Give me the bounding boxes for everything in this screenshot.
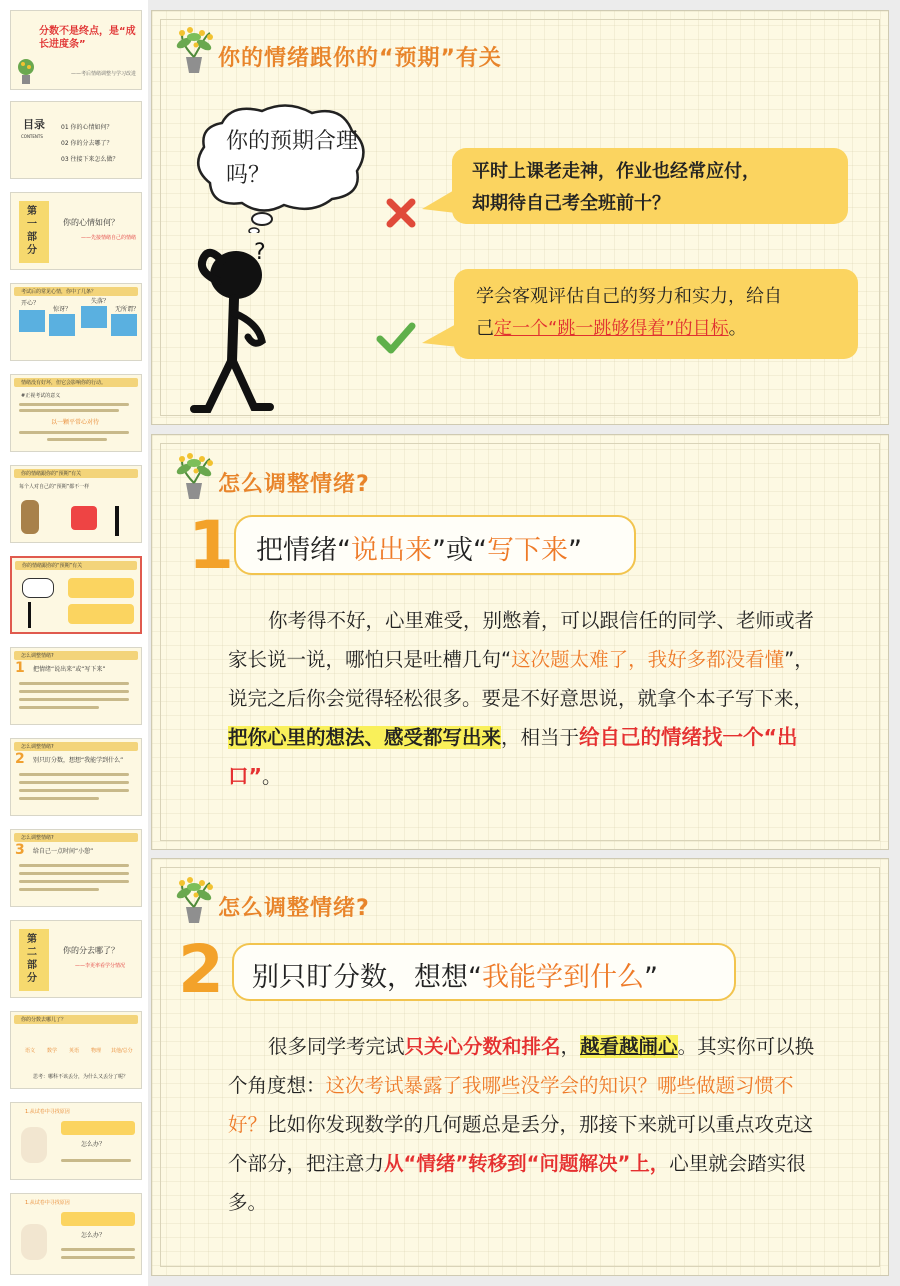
heading-text: ”或“ (432, 535, 487, 566)
body-emphasis: 从“情绪”转移到“问题解决”上， (384, 1152, 670, 1175)
slide-title: 怎么调整情绪? (218, 896, 370, 921)
thumb-contents-item: 03 往接下来怎么做？ (61, 156, 119, 163)
thumbnail-slide-14[interactable] (10, 1193, 142, 1275)
bubble-text: 。 (728, 318, 747, 339)
slide-thumbnail-panel (0, 0, 148, 1286)
heading-text: 别只盯分数，想想“ (252, 962, 482, 993)
thumb-head: 别只盯分数，想想“我能学到什么” (33, 757, 124, 764)
plant-icon (172, 25, 216, 75)
thumb-title: 考试后的常见心情，你中了几条？ (21, 289, 97, 295)
body-text: 你考得不好，心里难受，别憋着，可以跟信任的同学、老师或者家长说一说，哪怕只是吐槽几句“ (228, 609, 815, 671)
thumb-face-label: 开心？ (21, 300, 40, 307)
plant-icon (172, 875, 216, 925)
thumb-section-label: 第二部分 (27, 934, 37, 984)
heading-highlight: 写下来 (486, 535, 568, 566)
thumbnail-slide-12[interactable] (10, 1011, 142, 1089)
slide-expectation (151, 10, 889, 425)
thumb-num: 2 (15, 751, 25, 767)
thumb-line: 每个人对自己的“预期”都不一样 (19, 484, 90, 490)
thumb-section-sub: ——李更率看学分情况 (75, 963, 126, 969)
thumb-title: 怎么调整情绪? (21, 835, 54, 841)
thumb-title: 1.从试卷中寻找原因 (25, 1109, 70, 1115)
thumbnail-slide-11[interactable] (10, 920, 142, 998)
bubble-text: 己 (476, 318, 494, 339)
thumb-title: 怎么调整情绪? (21, 744, 54, 750)
thumbnail-slide-8[interactable] (10, 647, 142, 725)
check-icon (376, 321, 416, 355)
thumb-sub: #正视考试的意义 (21, 393, 61, 399)
thumb-title: 你的情绪跟你的“预期”有关 (22, 563, 83, 569)
thumb-contents-item: 01 你的心情如何？ (61, 124, 113, 131)
step-heading (232, 943, 736, 1001)
bubble-realistic (454, 269, 858, 359)
step-number: 1 (188, 507, 234, 584)
thumb-num: 1 (15, 660, 25, 676)
thumb-section-title: 你的心情如何？ (63, 218, 119, 227)
slide-adjust-2 (151, 858, 889, 1276)
slide-adjust-1 (151, 434, 889, 850)
plant-icon (15, 57, 37, 85)
bubble-unrealistic (452, 148, 848, 224)
bubble-tail (422, 187, 456, 217)
thumbnail-slide-4[interactable] (10, 283, 142, 361)
thumb-title: 你的分数去哪儿了？ (21, 1017, 67, 1023)
thumb-col: 英语 (69, 1048, 80, 1054)
body-text: 很多同学考完试 (268, 1035, 405, 1058)
thumb-section-title: 你的分去哪了？ (63, 946, 119, 955)
thumb-title: 1.从试卷中寻找原因 (25, 1200, 70, 1206)
thumb-cover-title: 分数不是终点，是“成长进度条” (39, 26, 136, 50)
thumb-cover-sub: ——考后情绪调整与学习改进 (71, 71, 137, 77)
bubble-line: 平时上课老走神，作业也经常应付， (472, 161, 760, 182)
thumbnail-slide-7-active[interactable] (10, 556, 142, 634)
thumbnail-slide-2[interactable] (10, 101, 142, 179)
thumb-q: 怎么办？ (81, 1232, 106, 1239)
bubble-goal-highlight: 定一个“跳一跳够得着”的目标 (494, 318, 729, 339)
cloud-question: 你的预期合理吗？ (226, 129, 359, 188)
body-text: 。 (261, 765, 282, 788)
thumb-col: 数学 (47, 1048, 58, 1054)
thumbnail-slide-13[interactable] (10, 1102, 142, 1180)
body-text: 比如你发现数学的几何题总是丢分，那接下来就可以重点攻克这个部分，把注意力 (228, 1113, 814, 1175)
heading-highlight: 说出来 (351, 535, 432, 566)
thumb-head: 把情绪“说出来”或“写下来” (33, 666, 106, 673)
thumb-head: 给自己一点时间“小憩” (33, 848, 94, 855)
plant-icon (172, 451, 216, 501)
thinking-figure-icon (188, 241, 288, 416)
thumb-title: 怎么调整情绪? (21, 653, 54, 659)
thumb-col: 语文 (25, 1048, 36, 1054)
thumb-contents-en: CONTENTS (21, 134, 43, 139)
body-text: ， (560, 1035, 581, 1058)
thumb-face-label: 失落？ (91, 298, 110, 305)
thumb-contents-label: 目录 (23, 118, 45, 131)
thumb-q: 怎么办？ (81, 1141, 106, 1148)
thumb-num: 3 (15, 842, 25, 858)
thumbnail-slide-10[interactable] (10, 829, 142, 907)
body-highlight: 把你心里的想法、感受都写出来 (228, 726, 502, 749)
heading-text: ” (644, 962, 658, 993)
step-number: 2 (178, 931, 224, 1008)
thumbnail-slide-3[interactable] (10, 192, 142, 270)
step-body (228, 1027, 828, 1222)
body-emphasis: 给自己的情绪找一个“出口” (228, 725, 798, 788)
thumb-face-label: 惊讶？ (53, 306, 72, 313)
bubble-line: 学会客观评估自己的努力和实力，给自 (476, 286, 782, 307)
body-text: 。其实你可以换个角度想： (228, 1035, 815, 1097)
thumbnail-slide-9[interactable] (10, 738, 142, 816)
thumb-title: 情绪没有好坏，但它会影响你的行动。 (21, 380, 107, 386)
thumbnail-slide-6[interactable] (10, 465, 142, 543)
thumb-col: 其他/总分 (111, 1048, 133, 1054)
thumb-contents-item: 02 你的分去哪了？ (61, 140, 113, 147)
body-quote: 这次题太难了，我好多都没看懂 (511, 648, 785, 671)
thumb-key: 以一颗平常心对待 (51, 419, 100, 426)
step-heading (234, 515, 636, 575)
body-question: 这次考试暴露了我哪些没学会的知识？哪些做题习惯不好？ (228, 1074, 794, 1136)
slide-title: 你的情绪跟你的“预期”有关 (218, 46, 502, 71)
slide-title: 怎么调整情绪? (218, 472, 370, 497)
heading-text: ” (567, 535, 582, 566)
body-text: 心里就会踏实很多。 (228, 1152, 806, 1214)
thumb-section-sub: ——先接情绪自己的情绪 (81, 235, 137, 241)
heading-highlight: 我能学到什么 (482, 962, 644, 993)
body-text: ”，说完之后你会觉得轻松很多。要是不好意思说，就拿个本子写下来， (228, 648, 814, 710)
bubble-line: 却期待自己考全班前十？ (472, 193, 670, 214)
thumbnail-slide-1[interactable] (10, 10, 142, 90)
thumb-face-label: 无所谓？ (115, 306, 140, 313)
body-text: ，相当于 (501, 726, 580, 749)
thumbnail-slide-5[interactable] (10, 374, 142, 452)
cross-icon (384, 196, 418, 230)
thumb-section-label: 第一部分 (27, 206, 37, 256)
thumb-col: 物理 (91, 1048, 102, 1054)
thumb-title: 你的情绪跟你的“预期”有关 (21, 471, 82, 477)
body-highlight: 越看越闹心 (580, 1035, 678, 1058)
bubble-tail (422, 321, 458, 351)
heading-text: 把情绪“ (256, 535, 351, 566)
svg-text:?: ? (254, 241, 266, 265)
step-body (228, 601, 828, 796)
thumb-foot: 思考：哪科不该丢分，为什么又丢分了呢？ (33, 1074, 129, 1080)
body-emphasis: 只关心分数和排名 (404, 1035, 561, 1058)
